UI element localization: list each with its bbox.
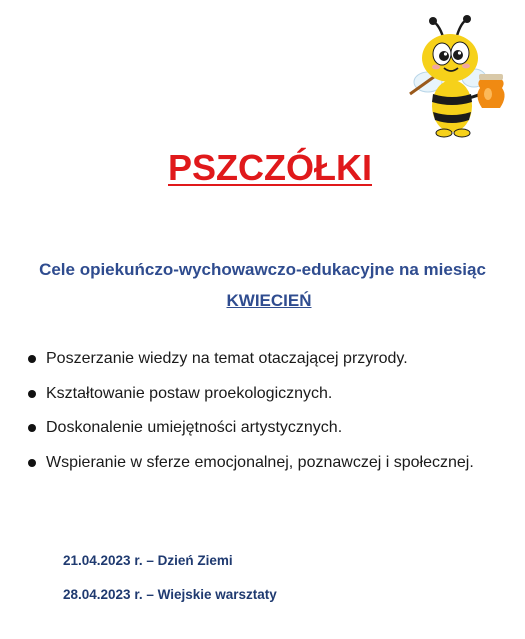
goals-heading: Cele opiekuńczo-wychowawczo-edukacyjne na miesiąc (39, 260, 486, 279)
goal-text: Poszerzanie wiedzy na temat otaczającej przyrody. (46, 350, 408, 367)
page-title: PSZCZÓŁKI (168, 147, 372, 188)
bullet-icon (28, 424, 36, 432)
goals-list (26, 348, 474, 486)
list-item (26, 348, 474, 383)
goal-text: Wspieranie w sferze emocjonalnej, poznawczej i społecznej. (46, 453, 474, 471)
event-item: 21.04.2023 r. – Dzień Ziemi (63, 553, 233, 568)
list-item (26, 417, 474, 452)
bullet-icon (28, 355, 36, 363)
list-item (26, 452, 474, 487)
goal-text: Kształtowanie postaw proekologicznych. (46, 384, 333, 402)
bullet-icon (28, 390, 36, 398)
bullet-icon (28, 459, 36, 467)
event-item: 28.04.2023 r. – Wiejskie warsztaty (63, 587, 277, 602)
events-list (63, 552, 277, 620)
month-label: KWIECIEŃ (226, 291, 312, 310)
goal-text: Doskonalenie umiejętności artystycznych. (46, 419, 343, 436)
list-item (26, 383, 474, 418)
bee-with-honey-pot-icon (400, 12, 510, 140)
